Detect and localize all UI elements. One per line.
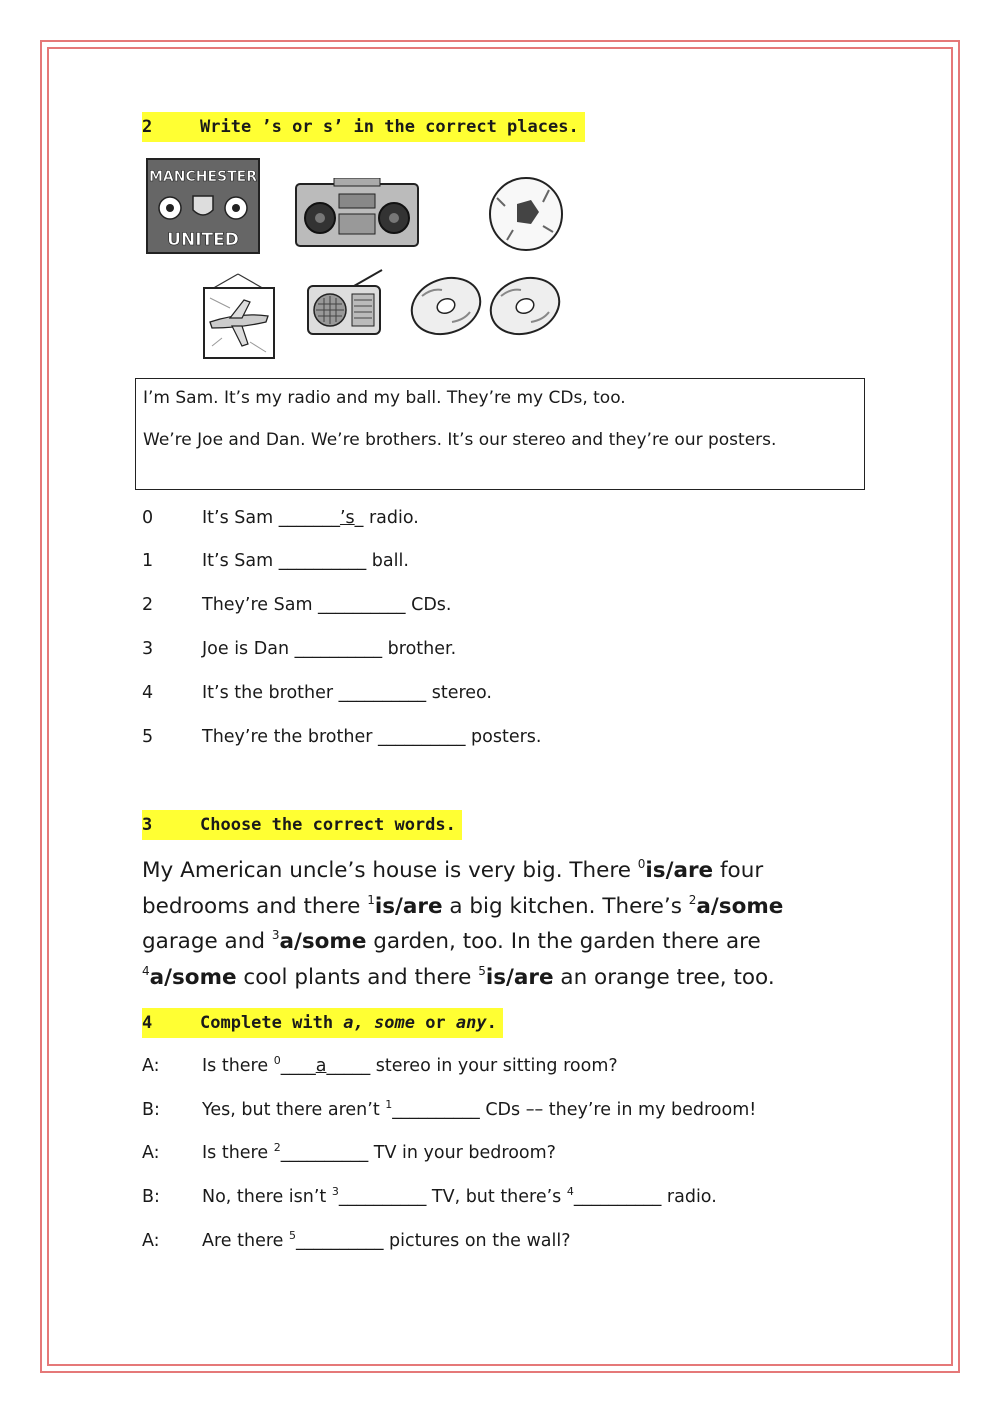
ball-picture xyxy=(487,176,565,252)
stereo-picture xyxy=(294,178,420,248)
item-number: 1 xyxy=(142,551,154,571)
poster-text-top: MANCHESTER xyxy=(148,169,258,185)
choice-3: a/some xyxy=(279,929,367,954)
choice-1: is/are xyxy=(374,893,443,919)
item-number: 5 xyxy=(142,727,154,747)
speaker-label: B: xyxy=(142,1100,160,1120)
exercise-2-item-4 xyxy=(142,681,492,705)
dialogue-line-3: B: No, there isn’t $^3$__________ TV, but there’s $^4$__________ radio. xyxy=(142,1185,717,1207)
choice-4: a/some xyxy=(149,964,237,990)
box-line-1: I’m Sam. It’s my radio and my ball. They’re my CDs, too. xyxy=(143,388,626,408)
dialogue-line-0: A: Is there $^0$____a_____ stereo in your sitting room? xyxy=(142,1054,618,1076)
section-2-heading xyxy=(142,112,585,142)
choice-5: is/are xyxy=(485,964,554,990)
plane-poster-picture xyxy=(200,272,278,360)
speaker-label: A: xyxy=(142,1056,160,1076)
cd-picture-1 xyxy=(408,276,484,336)
item-number: 4 xyxy=(142,683,154,703)
exercise-2-item-1 xyxy=(142,549,409,573)
section-3-title: Choose the correct words. xyxy=(200,815,456,835)
choice-0: is/are xyxy=(645,858,714,883)
item-text: Joe is Dan __________ brother. xyxy=(202,639,457,659)
choice-2: a/some xyxy=(696,893,784,919)
section-3-number: 3 xyxy=(142,815,153,835)
exercise-2-item-5 xyxy=(142,725,542,749)
item-text: It’s the brother __________ stereo. xyxy=(202,683,492,703)
exercise-2-item-3 xyxy=(142,637,456,661)
exercise-2-item-0 xyxy=(142,506,419,530)
speaker-label: A: xyxy=(142,1231,160,1251)
item-number: 0 xyxy=(142,508,154,528)
item-number: 2 xyxy=(142,595,154,615)
item-text: It’s Sam _______ xyxy=(202,508,340,528)
section-3-heading xyxy=(142,810,462,840)
poster-text-bottom: UNITED xyxy=(167,230,239,250)
item-text: They’re the brother __________ posters. xyxy=(202,727,542,747)
example-answer: ’s xyxy=(339,508,355,528)
item-number: 3 xyxy=(142,639,154,659)
cd-picture-2 xyxy=(487,276,563,336)
radio-picture xyxy=(304,268,386,336)
dialogue-line-1: B: Yes, but there aren’t $^1$__________ CDs –– they’re in my bedroom! xyxy=(142,1098,757,1120)
dialogue-line-2: A: Is there $^2$__________ TV in your bedroom? xyxy=(142,1141,556,1163)
reading-text-box xyxy=(135,378,865,490)
item-text: They’re Sam __________ CDs. xyxy=(202,595,452,615)
section-4-number: 4 xyxy=(142,1013,153,1033)
section-2-number: 2 xyxy=(142,117,153,137)
exercise-2-item-2 xyxy=(142,593,452,617)
section-3-paragraph: My American uncle’s house is very big. There $^0$is/are four bedrooms and there $^1$is/are a big kitchen. There’s $^2$a/some garage and $^3$a/some garden, too. In the garden there are $^4$a/some cool plants and there $^5$is/are an orange tree, too. xyxy=(142,857,784,990)
section-4-heading: 4 Complete with a, some or any. xyxy=(142,1008,503,1038)
speaker-label: B: xyxy=(142,1187,160,1207)
speaker-label: A: xyxy=(142,1143,160,1163)
dialogue-line-4: A: Are there $^5$__________ pictures on the wall? xyxy=(142,1229,571,1251)
manchester-united-poster-picture xyxy=(146,158,260,254)
item-text: It’s Sam __________ ball. xyxy=(202,551,409,571)
example-answer: a xyxy=(315,1056,327,1076)
item-text: _ radio. xyxy=(354,508,419,528)
box-line-2: We’re Joe and Dan. We’re brothers. It’s our stereo and they’re our posters. xyxy=(143,430,777,450)
section-2-title: Write ’s or s’ in the correct places. xyxy=(200,117,579,137)
